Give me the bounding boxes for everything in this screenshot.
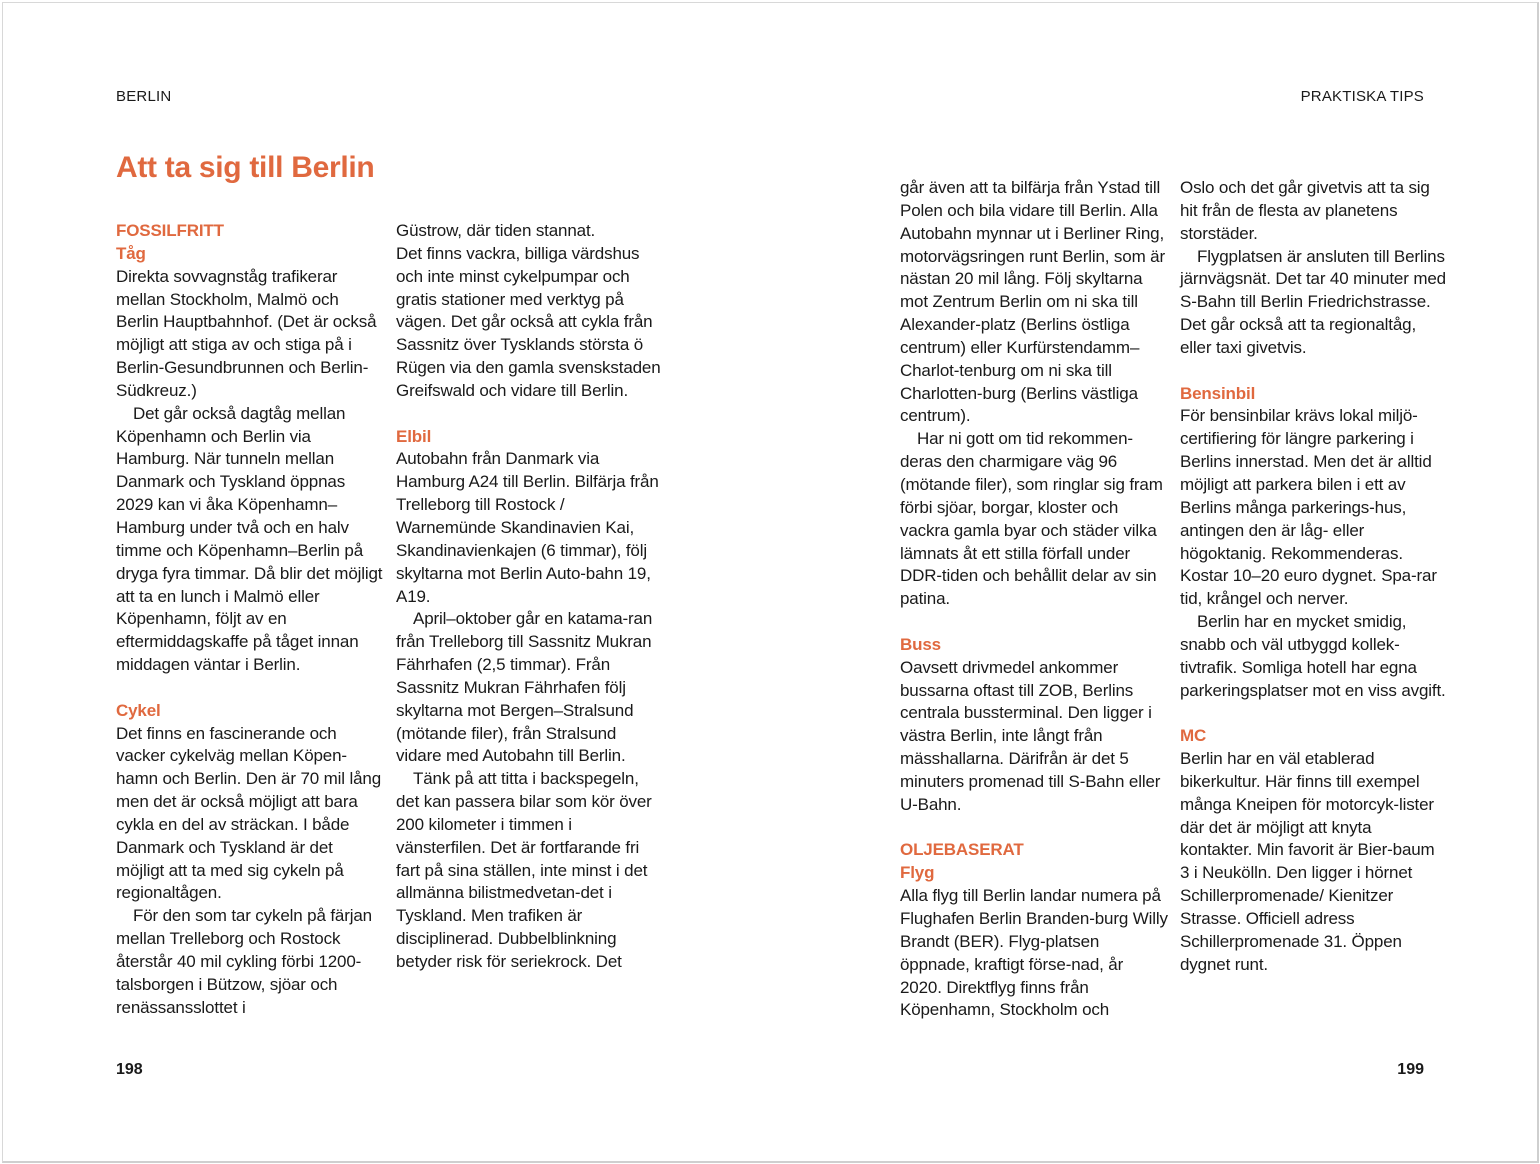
subheading-bensinbil: Bensinbil — [1180, 383, 1256, 403]
paragraph: Autobahn från Danmark via Hamburg A24 till Berlin. Bilfärja från Trelleborg till Rostock / Warnemünde Skandinavien Kai, Skandinavienkajen (6 timmar), följ skyltarna mot Berlin Auto-bahn 19, A19. — [396, 449, 659, 606]
paragraph: Det finns vackra, billiga värdshus och inte minst cykelpumpar och gratis stationer med verktyg på vägen. Det går också att cykla från Sassnitz över Tysklands största ö Rügen via den gamla svenskstaden Greifswald och vidare till Berlin. — [396, 243, 661, 400]
page-number-right: 199 — [1397, 1061, 1424, 1078]
paragraph: går även att ta bilfärja från Ystad till Polen och bila vidare till Berlin. Alla Autobahn mynnar ut i Berliner Ring, motorvägsringen runt Berlin, som är nästan 20 mil lång. Följ skyltarna mot Zentrum Berlin om ni ska till Alexander-platz (Berlins östliga centrum) eller Kurfürstendamm–Charlot-tenburg om ni ska till Charlotten-burg (Berlins västliga centrum). — [900, 178, 1165, 426]
subheading-tag: Tåg — [116, 243, 146, 263]
paragraph: Oslo och det går givetvis att ta sig hit från de flesta av planetens storstäder. — [1180, 178, 1430, 243]
paragraph: För bensinbilar krävs lokal miljö-certifiering för längre parkering i Berlins innerstad. Men det är alltid möjligt att parkera bilen i ett av Berlins många parkerings-hus, antingen den är låg- eller högoktanig. Rekommenderas. Kostar 10–20 euro dygnet. Spa-rar tid, krångel och nerver. — [1180, 406, 1437, 609]
paragraph: Direkta sovvagnståg trafikerar mellan Stockholm, Malmö och Berlin Hauptbahnhof. (Det är också möjligt att stiga av och stiga på i Berlin-Gesundbrunnen och Berlin-Südkreuz.) — [116, 266, 377, 400]
paragraph: Det går också dagtåg mellan Köpenhamn och Berlin via Hamburg. När tunneln mellan Danmark och Tyskland öppnas 2029 kan vi åka Köpenhamn–Hamburg under två och en halv timme och Köpenhamn–Berlin på dryga fyra timmar. Då blir det möjligt att ta en lunch i Malmö eller Köpenhamn, följt av en eftermiddagskaffe på tåget innan middagen väntar i Berlin. — [116, 403, 383, 675]
paragraph: Berlin har en mycket smidig, snabb och väl utbyggd kollek-tivtrafik. Somliga hotell har egna parkeringsplatser mot en viss avgift. — [1180, 612, 1446, 700]
paragraph: April–oktober går en katama-ran från Trelleborg till Sassnitz Mukran Fährhafen (2,5 timmar). Från Sassnitz Mukran Fährhafen följ skyltarna mot Bergen–Stralsund (mötande filer), från Stralsund vidare med Autobahn till Berlin. — [396, 609, 653, 766]
paragraph: Güstrow, där tiden stannat. — [396, 221, 596, 240]
running-head-right: PRAKTISKA TIPS — [1300, 88, 1424, 105]
paragraph: Tänk på att titta i backspegeln, det kan passera bilar som kör över 200 kilometer i timmen i vänsterfilen. Det är fortfarande fri fart på sina ställen, inte minst i det allmänna bilistmedvetan-det i Tyskland. Men trafiken är disciplinerad. Dubbelblinkning betyder risk för seriekrock. Det — [396, 769, 652, 971]
subheading-flyg: Flyg — [900, 863, 935, 883]
paragraph: För den som tar cykeln på färjan mellan Trelleborg och Rostock återstår 40 mil cykling förbi 1200-talsborgen i Bützow, sjöar och renässansslottet i — [116, 906, 372, 1017]
paragraph: Det finns en fascinerande och vacker cykelväg mellan Köpen-hamn och Berlin. Den är 70 mil lång men det är också möjligt att bara cykla en del av sträckan. I både Danmark och Tyskland är det möjligt att ta med sig cykeln på regionaltågen. — [116, 723, 381, 903]
column-3 — [900, 177, 1168, 1022]
subheading-elbil: Elbil — [396, 426, 432, 446]
paragraph: Oavsett drivmedel ankommer bussarna oftast till ZOB, Berlins centrala bussterminal. Den ligger i västra Berlin, inte långt från mässhallarna. Därifrån är det 5 minuters promenad till S-Bahn eller U-Bahn. — [900, 657, 1161, 814]
subheading-buss: Buss — [900, 634, 941, 654]
section-heading-fossilfritt: FOSSILFRITT — [116, 221, 224, 240]
subheading-mc: MC — [1180, 726, 1207, 746]
paragraph: Flygplatsen är ansluten till Berlins järnvägsnät. Det tar 40 minuter med S-Bahn till Berlin Friedrichstrasse. Det går också att ta regionaltåg, eller taxi givetvis. — [1180, 246, 1446, 357]
subheading-cykel: Cykel — [116, 700, 161, 720]
page-number-left: 198 — [116, 1061, 143, 1078]
book-spread — [2, 2, 1539, 1163]
column-4 — [1180, 177, 1448, 977]
paragraph: Har ni gott om tid rekommen-deras den charmigare väg 96 (mötande filer), som ringlar sig fram förbi sjöar, borgar, kloster och vackra gamla byar och städer vilka lämnats åt ett stilla förfall under DDR-tiden och behållit delar av sin patina. — [900, 429, 1163, 609]
column-1 — [116, 220, 384, 1020]
running-head-left: BERLIN — [116, 88, 172, 105]
section-heading-oljebaserat: OLJEBASERAT — [900, 840, 1024, 860]
chapter-title: Att ta sig till Berlin — [116, 151, 375, 184]
column-2 — [396, 220, 664, 974]
paragraph: Berlin har en väl etablerad bikerkultur. Här finns till exempel många Kneipen för motorcyk-lister där det är möjligt att knyta kontakter. Min favorit är Bier-baum 3 i Neukölln. Den ligger i hörnet Schillerpromenade/ Kienitzer Strasse. Officiell adress Schillerpromenade 31. Öppen dygnet runt. — [1180, 749, 1435, 974]
paragraph: Alla flyg till Berlin landar numera på Flughafen Berlin Branden-burg Willy Brandt (BER). Flyg-platsen öppnade, kraftigt förse-nad, år 2020. Direktflyg finns från Köpenhamn, Stockholm och — [900, 886, 1168, 1020]
